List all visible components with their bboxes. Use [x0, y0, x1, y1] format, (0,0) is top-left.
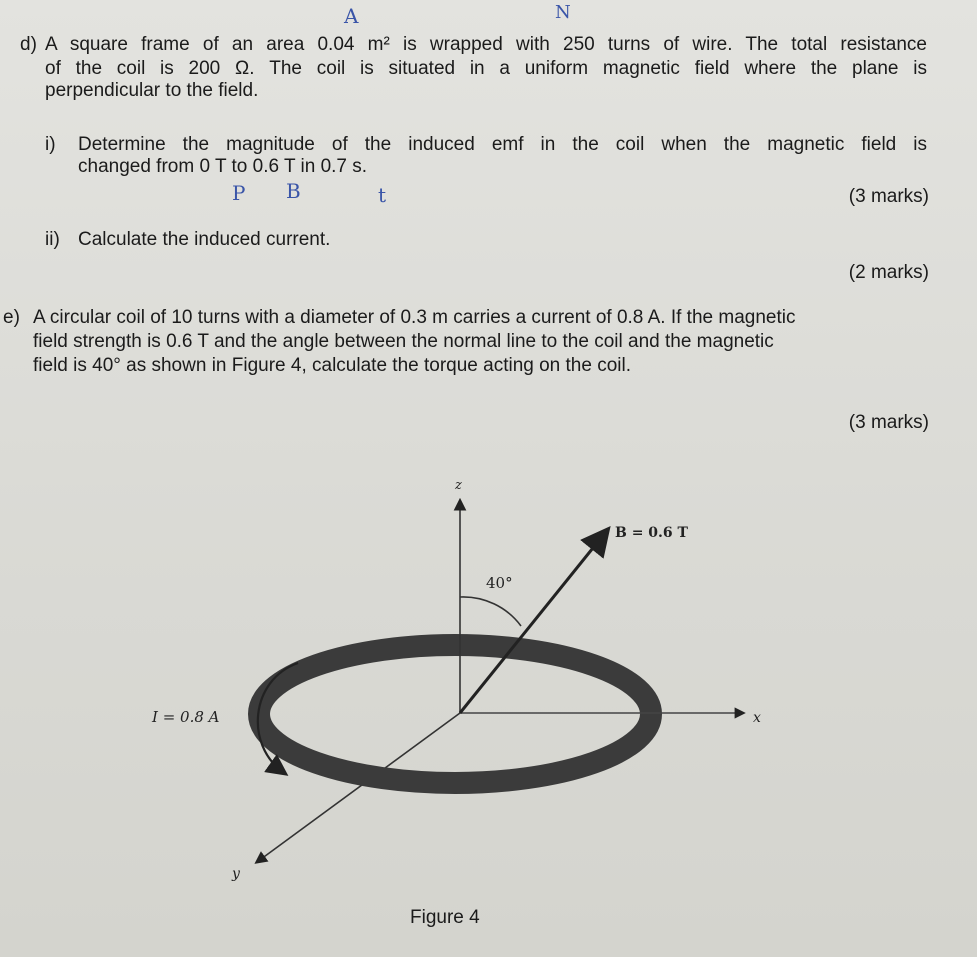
angle-label: 40° [486, 574, 513, 592]
question-e-line-3: field is 40° as shown in Figure 4, calculate the torque acting on the coil. [33, 355, 631, 376]
z-axis-label: z [455, 478, 462, 493]
angle-arc [460, 597, 521, 626]
question-e-marks: (3 marks) [848, 412, 929, 433]
question-e-line-2: field strength is 0.6 T and the angle between the normal line to the coil and the magnetic [33, 331, 774, 352]
question-e-line-1: A circular coil of 10 turns with a diameter of 0.3 m carries a current of 0.8 A. If the magnetic [33, 307, 796, 328]
x-axis-label: x [753, 710, 761, 726]
part-i-marks: (3 marks) [848, 186, 929, 207]
handwritten-a: A [344, 4, 359, 28]
question-d-label: d) [20, 34, 37, 55]
coil-ring [259, 645, 651, 783]
handwritten-p: P [232, 181, 246, 205]
part-ii-marks: (2 marks) [848, 262, 929, 283]
handwritten-b: B [286, 179, 301, 203]
part-ii-label: ii) [45, 229, 60, 250]
part-ii-text: Calculate the induced current. [78, 229, 331, 250]
question-d-line-2: of the coil is 200 Ω. The coil is situated in a uniform magnetic field where the plane is [45, 58, 927, 79]
question-e-label: e) [3, 307, 20, 328]
part-i-line-2: changed from 0 T to 0.6 T in 0.7 s. [78, 156, 368, 177]
handwritten-t: t [378, 183, 387, 207]
magnetic-field-label: B = 0.6 T [615, 525, 688, 541]
question-d-line-1: A square frame of an area 0.04 m² is wrapped with 250 turns of wire. The total resistance [45, 34, 927, 55]
magnetic-field-vector [460, 533, 605, 713]
y-axis-label: y [232, 866, 240, 882]
figure-caption: Figure 4 [410, 907, 480, 928]
current-label: I = 0.8 A [152, 708, 220, 726]
handwritten-n: N [555, 2, 571, 23]
part-i-label: i) [45, 134, 56, 155]
part-i-line-1: Determine the magnitude of the induced emf in the coil when the magnetic field is [78, 134, 927, 155]
question-d-line-3: perpendicular to the field. [45, 80, 259, 101]
